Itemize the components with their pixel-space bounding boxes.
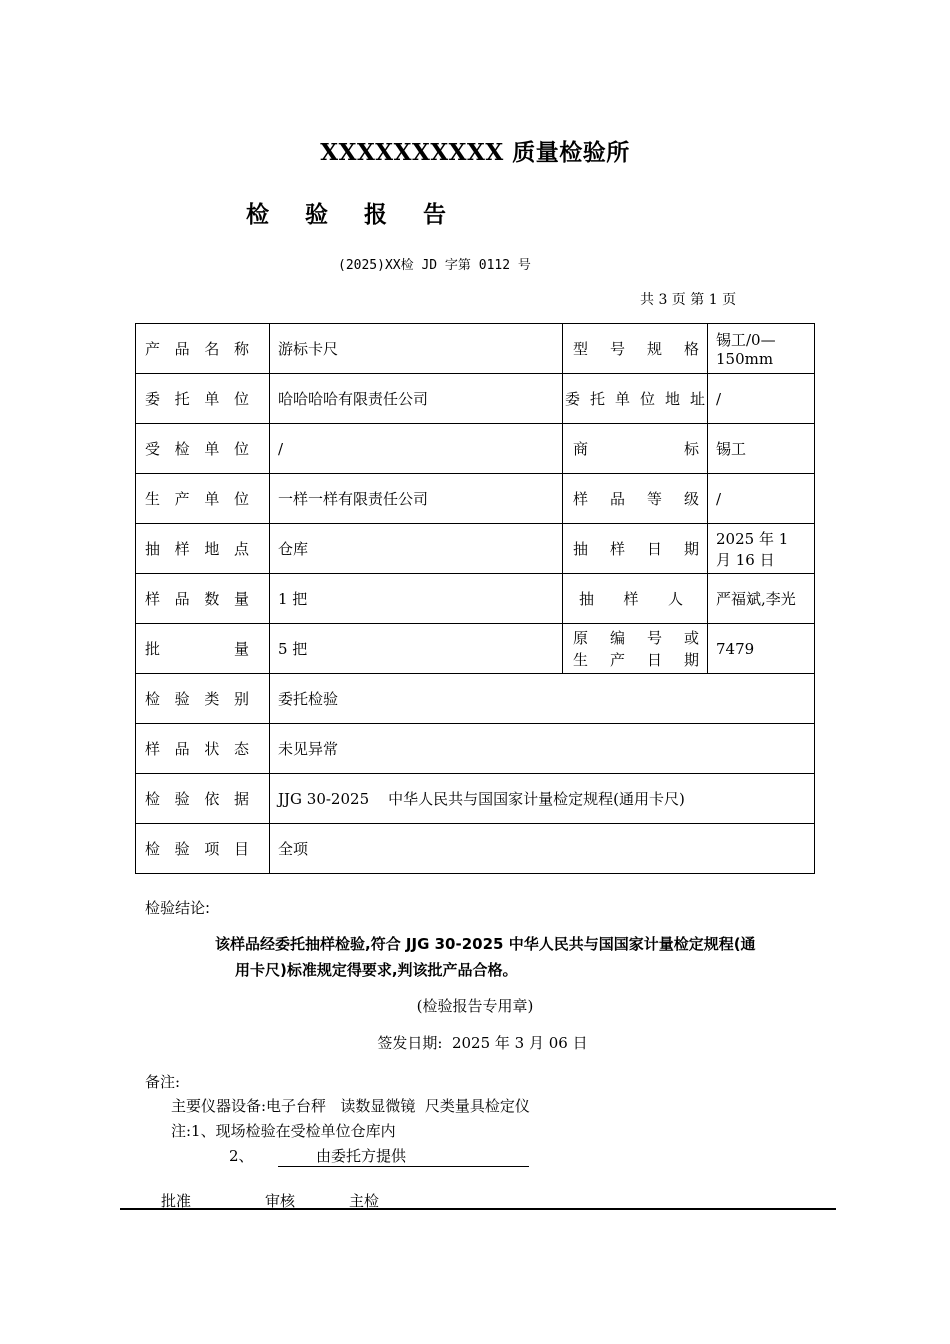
cell-value: 1 把 [270, 574, 563, 624]
report-stamp: (检验报告专用章) [416, 997, 534, 1015]
inspector-label: 主检 [349, 1192, 380, 1210]
cell-label: 商标 [563, 424, 708, 474]
org-title: XXXXXXXXXX 质量检验所 [320, 139, 630, 166]
cell-value: 一样一样有限责任公司 [270, 474, 563, 524]
cell-label: 检验类别 [136, 674, 270, 724]
document-number: (2025)XX检 JD 字第 0112 号 [338, 258, 531, 273]
cell-label: 抽样地点 [136, 524, 270, 574]
cell-label: 型号规格 [563, 324, 708, 374]
cell-value: / [708, 474, 815, 524]
cell-label: 生产单位 [136, 474, 270, 524]
table-row [136, 374, 815, 424]
signature-line [120, 1194, 836, 1210]
table-row [136, 324, 815, 374]
cell-value: 仓库 [270, 524, 563, 574]
cell-label: 委托单位 [136, 374, 270, 424]
approve-label: 批准 [161, 1192, 192, 1210]
cell-label: 抽样日期 [563, 524, 708, 574]
cell-value: 哈哈哈哈有限责任公司 [270, 374, 563, 424]
conclusion-line: 用卡尺)标准规定得要求,判该批产品合格。 [235, 961, 518, 979]
table-row [136, 474, 815, 524]
conclusion-text [215, 931, 815, 983]
cell-value: / [270, 424, 563, 474]
table-row [136, 674, 815, 724]
page-info: 共 3 页 第 1 页 [640, 292, 737, 308]
cell-label: 检验项目 [136, 824, 270, 874]
cell-label: 抽样人 [563, 574, 708, 624]
cell-value: 锡工/0—150mm [708, 324, 815, 374]
cell-label [563, 624, 708, 674]
review-label: 审核 [265, 1192, 296, 1210]
report-title: 检 验 报 告 [246, 201, 461, 228]
table-row [136, 824, 815, 874]
cell-value: 全项 [270, 824, 815, 874]
cell-value: 2025 年 1 月 16 日 [708, 524, 815, 574]
cell-value: 游标卡尺 [270, 324, 563, 374]
cell-value: JJG 30-2025 中华人民共与国国家计量检定规程(通用卡尺) [270, 774, 815, 824]
note-2-number: 2、 [229, 1147, 254, 1165]
table-row [136, 624, 815, 674]
cell-label: 样品数量 [136, 574, 270, 624]
cell-value: 委托检验 [270, 674, 815, 724]
table-row [136, 574, 815, 624]
cell-label: 产品名称 [136, 324, 270, 374]
cell-label-line: 原编号或 [573, 628, 699, 647]
note-2: 由委托方提供 [278, 1145, 529, 1167]
cell-label: 样品状态 [136, 724, 270, 774]
remarks-heading: 备注: [145, 1073, 181, 1091]
report-table [135, 323, 815, 874]
cell-value: 严福斌,李光 [708, 574, 815, 624]
note-1: 注:1、现场检验在受检单位仓库内 [171, 1122, 396, 1140]
cell-label: 受检单位 [136, 424, 270, 474]
cell-label-line: 生产日期 [573, 650, 699, 669]
table-row [136, 774, 815, 824]
table-row [136, 524, 815, 574]
cell-label: 检验依据 [136, 774, 270, 824]
cell-label: 委托单位地址 [563, 374, 708, 424]
cell-value: 5 把 [270, 624, 563, 674]
cell-value: / [708, 374, 815, 424]
cell-label: 批量 [136, 624, 270, 674]
conclusion-line: 该样品经委托抽样检验,符合 JJG 30-2025 中华人民共与国国家计量检定规程(通 [215, 935, 756, 953]
equipment-note: 主要仪器设备:电子台秤 读数显微镜 尺类量具检定仪 [171, 1097, 530, 1115]
table-row [136, 724, 815, 774]
cell-value: 锡工 [708, 424, 815, 474]
conclusion-heading: 检验结论: [145, 899, 211, 917]
cell-value: 未见异常 [270, 724, 815, 774]
table-row [136, 424, 815, 474]
cell-value: 7479 [708, 624, 815, 674]
cell-label: 样品等级 [563, 474, 708, 524]
issue-date: 签发日期: 2025 年 3 月 06 日 [377, 1034, 588, 1052]
